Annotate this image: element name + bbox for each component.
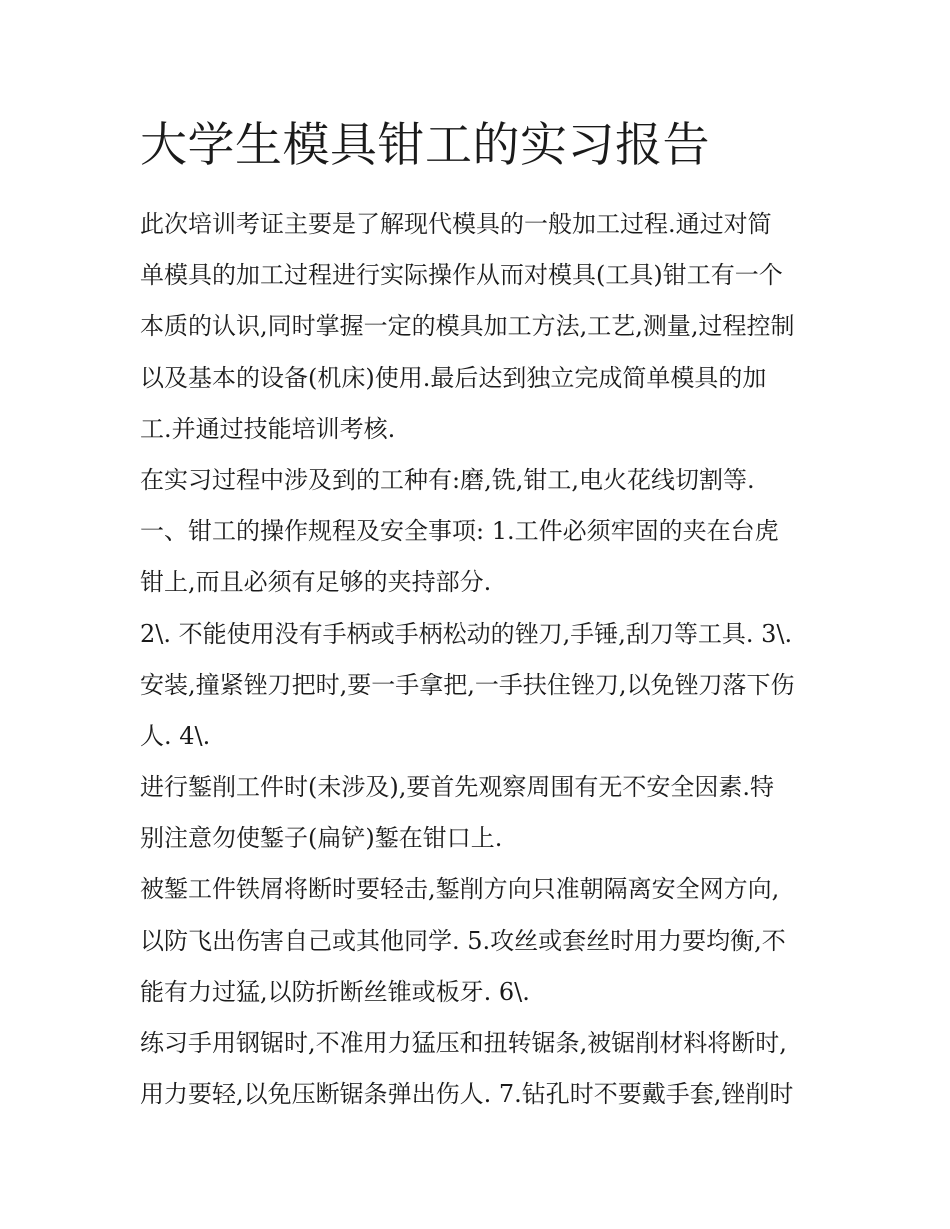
text-line: 工.并通过技能培训考核. bbox=[140, 414, 396, 443]
text-line: 用力要轻,以免压断锯条弹出伤人. 7.钻孔时不要戴手套,锉削时 bbox=[140, 1080, 794, 1109]
text-line: 人. 4\. bbox=[140, 721, 211, 750]
text-line: 别注意勿使錾子(扁铲)錾在钳口上. bbox=[140, 824, 503, 853]
text-line: 钳上,而且必须有足够的夹持部分. bbox=[140, 568, 492, 597]
text-line: 以防飞出伤害自己或其他同学. 5.攻丝或套丝时用力要均衡,不 bbox=[140, 926, 786, 955]
text-line: 被錾工件铁屑将断时要轻击,錾削方向只准朝隔离安全网方向, bbox=[140, 875, 780, 904]
text-line: 安装,撞紧锉刀把时,要一手拿把,一手扶住锉刀,以免锉刀落下伤 bbox=[140, 670, 795, 699]
text-line: 此次培训考证主要是了解现代模具的一般加工过程.通过对简 bbox=[140, 210, 772, 238]
document-title: 大学生模具钳工的实习报告 bbox=[140, 118, 710, 173]
text-line: 以及基本的设备(机床)使用.最后达到独立完成简单模具的加 bbox=[140, 363, 767, 392]
text-line: 练习手用钢锯时,不准用力猛压和扭转锯条,被锯削材料将断时, bbox=[140, 1029, 787, 1057]
document-body bbox=[140, 199, 820, 1120]
text-line: 本质的认识,同时掌握一定的模具加工方法,工艺,测量,过程控制 bbox=[140, 312, 795, 341]
text-line: 2\. 不能使用没有手柄或手柄松动的锉刀,手锤,刮刀等工具. 3\. bbox=[140, 619, 793, 648]
text-line: 进行錾削工件时(未涉及),要首先观察周围有无不安全因素.特 bbox=[140, 773, 774, 802]
text-line: 单模具的加工过程进行实际操作从而对模具(工具)钳工有一个 bbox=[140, 261, 783, 290]
text-line: 在实习过程中涉及到的工种有:磨,铣,钳工,电火花线切割等. bbox=[140, 465, 755, 494]
text-line: 一、钳工的操作规程及安全事项: 1.工件必须牢固的夹在台虎 bbox=[140, 517, 779, 546]
text-line: 能有力过猛,以防折断丝锥或板牙. 6\. bbox=[140, 977, 530, 1006]
